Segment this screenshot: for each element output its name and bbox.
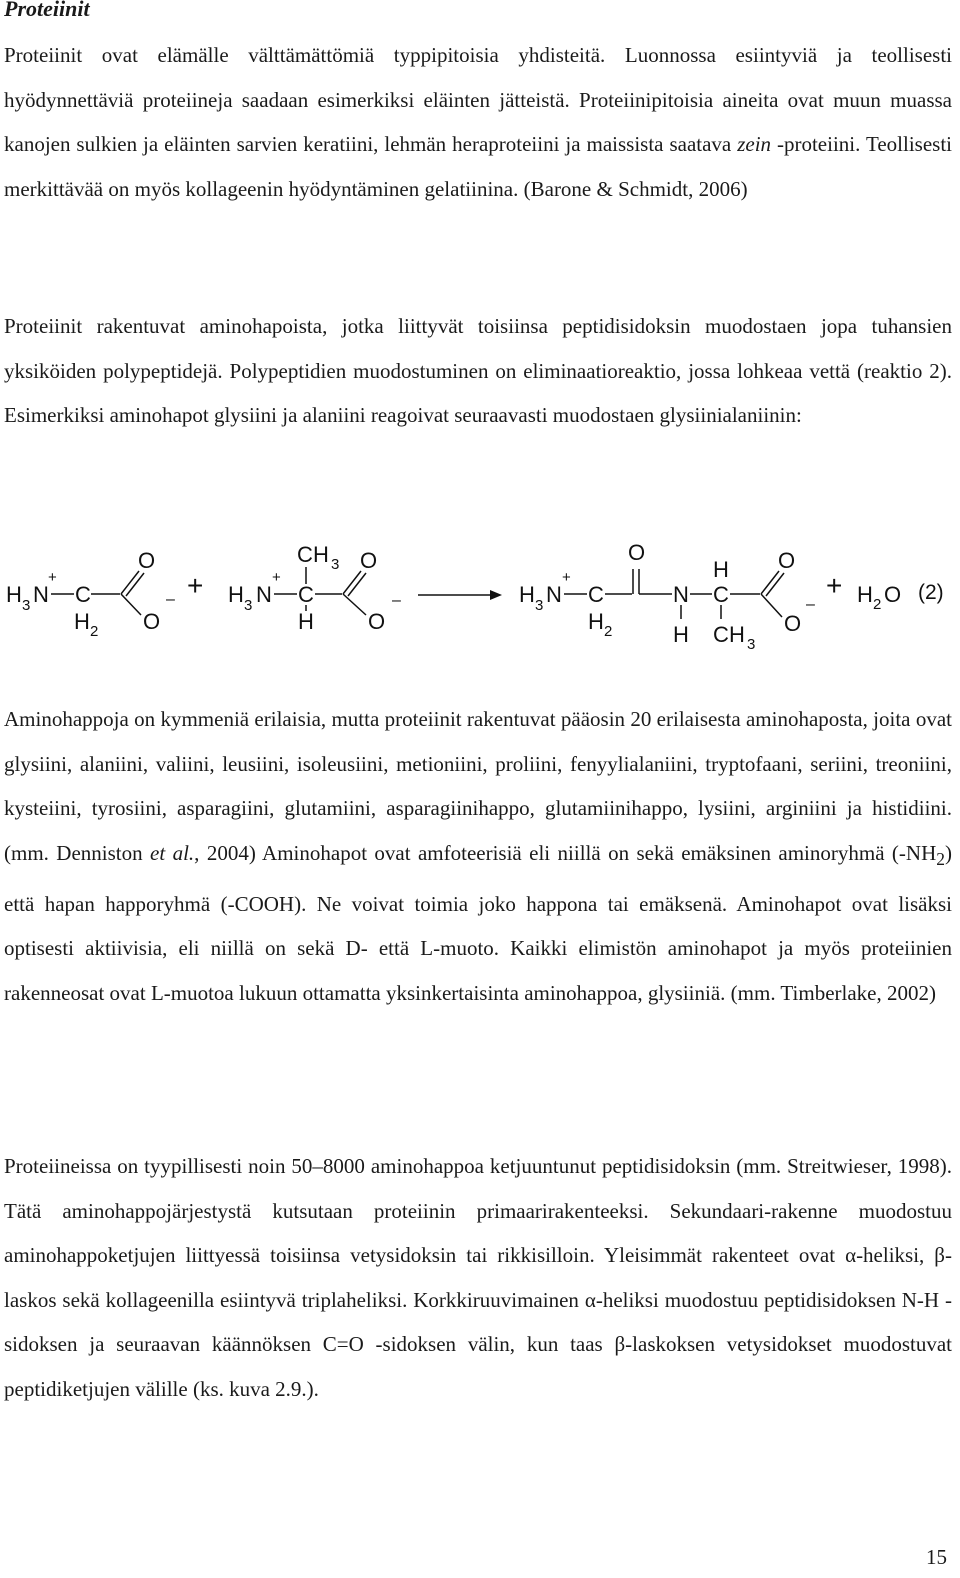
paragraph-intro-text-a: Proteiinit ovat elämälle välttämättömiä typpipitoisia yhdisteitä. Luonnossa esiintyviä ja teollisesti hyödynnettäviä proteiineja saadaan esimerkiksi eläinten jätteistä. Proteiinipitoisia aineita ovat muun muassa kanojen sulkien ja eläinten sarvien keratiini, lehmän heraproteiini ja maissista saatava <box>4 43 952 157</box>
glycine-n: N <box>33 582 49 607</box>
glycine-ch2-sub: 2 <box>90 623 99 640</box>
glycylalanine-structure <box>519 540 815 653</box>
glycine-ch2-h: H <box>74 609 90 634</box>
paragraph-intro-text-b: -proteiini. Teollisesti merkittävää on myös kollageenin hyödyntäminen gelatiinina. (Barone & Schmidt, 2006) <box>4 132 952 201</box>
alanine-h-alpha: H <box>298 609 314 634</box>
alanine-o-charge: – <box>392 592 401 609</box>
water-o: O <box>884 582 902 607</box>
water-sub: 2 <box>873 596 882 613</box>
product-c2-h: H <box>713 557 729 582</box>
paragraph-amino-text-c: ) että hapan happoryhmä (-COOH). Ne voivat toimia joko happona tai emäksenä. Aminohapot ovat lisäksi optisesti aktiivisia, eli niillä on sekä D- että L-muoto. Kaikki elimistön aminohapot ja myös proteiinien rakenneosat ovat L-muotoa lukuun ottamatta yksinkertaisinta aminohappoa, glysiiniä. (mm. Timberlake, 2002) <box>4 840 952 1005</box>
glycine-n-charge: + <box>48 569 57 586</box>
glycine-o-single: O <box>143 609 161 634</box>
alanine-ch3-c: C <box>297 542 313 567</box>
product-o-double: O <box>778 548 796 573</box>
product-ch2-h: H <box>588 609 604 634</box>
alanine-h-sub: 3 <box>244 597 253 614</box>
product-peptide-o: O <box>628 540 646 565</box>
zein-term: zein <box>737 132 772 157</box>
product-c1: C <box>588 582 604 607</box>
product-ch3-sub: 3 <box>747 636 756 653</box>
glycine-c-alpha: C <box>75 582 91 607</box>
product-n-charge: + <box>562 569 571 586</box>
glycine-o-charge: – <box>166 591 175 608</box>
alanine-o-single: O <box>368 609 386 634</box>
product-h: H <box>519 582 535 607</box>
paragraph-protein-structure: Proteiineissa on tyypillisesti noin 50–8000 aminohappoa ketjuuntunut peptidisidoksin (mm. Streitwieser, 1998). Tätä aminohappojärjestystä kutsutaan proteiinin primaarirakenteeksi. Sekundaari-rakenne muodostuu aminohappoketjujen liittyessä toisiinsa vetysidoksin tai rikkisilloin. Yleisimmät rakenteet ovat α-heliksi, β-laskos sekä kollageenilla esiintyvä triplaheliksi. Korkkiruuvimainen α-heliksi muodostuu peptidisidoksen N-H -sidoksen ja seuraavan käännöksen C=O -sidoksen välin, kun taas β-laskoksen vetysidokset muodostuvat peptidiketjujen välille (ks. kuva 2.9.). <box>4 1154 952 1401</box>
glycine-structure <box>6 548 175 640</box>
paragraph-intro <box>4 33 952 211</box>
alanine-ch3-h: H <box>313 542 329 567</box>
product-ch3-c: C <box>713 622 729 647</box>
reaction-arrow <box>418 590 502 600</box>
alanine-c-alpha: C <box>298 582 314 607</box>
alanine-n-charge: + <box>272 569 281 586</box>
glycine-h-sub: 3 <box>22 597 31 614</box>
glycine-o-double: O <box>138 548 156 573</box>
water-h: H <box>857 582 873 607</box>
paragraph-amino-text-a: Aminohappoja on kymmeniä erilaisia, mutta proteiinit rakentuvat pääosin 20 erilaisesta aminohaposta, joita ovat glysiini, alaniini, valiini, leusiini, isoleusiini, metioniini, proliini, fenyylialaniini, tryptofaani, seriini, treoniini, kysteiini, tyrosiini, asparagiini, glutamiini, asparagiinihappo, glutamiinihappo, lysiini, arginiini ja histidiini. (mm. Denniston <box>4 707 952 865</box>
paragraph-amino-acids: Proteiinit rakentuvat aminohapoista, jotka liittyvät toisiinsa peptidisidoksin muodostaen jopa tuhansien yksiköiden polypeptidejä. Polypeptidien muodostuminen on eliminaatioreaktio, jossa lohkeaa vettä (reaktio 2). Esimerkiksi aminohapot glysiini ja alaniini reagoivat seuraavasti muodostaen glysiinialaniinin: <box>4 314 952 428</box>
page-number: 15 <box>926 1545 947 1569</box>
product-ch3-h: H <box>729 622 745 647</box>
product-peptide-h: H <box>673 622 689 647</box>
product-c2: C <box>713 582 729 607</box>
alanine-h: H <box>228 582 244 607</box>
section-heading: Proteiinit <box>4 0 90 21</box>
plus-sign-1: + <box>187 570 204 601</box>
nh2-subscript: 2 <box>936 848 945 869</box>
paragraph-amino-text-b: , 2004) Aminohapot ovat amfoteerisiä eli niillä on sekä emäksinen aminoryhmä (-NH <box>194 840 937 865</box>
product-n: N <box>546 582 562 607</box>
alanine-o-double: O <box>360 548 378 573</box>
product-o-charge: – <box>806 596 815 613</box>
plus-sign-2: + <box>826 570 843 601</box>
alanine-structure <box>228 542 401 634</box>
alanine-n: N <box>256 582 272 607</box>
et-al: et al. <box>150 840 195 865</box>
water-molecule <box>857 582 901 613</box>
product-ch2-sub: 2 <box>604 623 613 640</box>
product-peptide-n: N <box>673 582 689 607</box>
reaction-label: (2) <box>918 581 944 604</box>
product-o-single: O <box>784 611 802 636</box>
reaction-2-diagram <box>0 525 960 665</box>
glycine-h: H <box>6 582 22 607</box>
alanine-ch3-sub: 3 <box>331 556 340 573</box>
paragraph-amino-acid-types <box>4 697 952 1015</box>
product-h-sub: 3 <box>535 597 544 614</box>
